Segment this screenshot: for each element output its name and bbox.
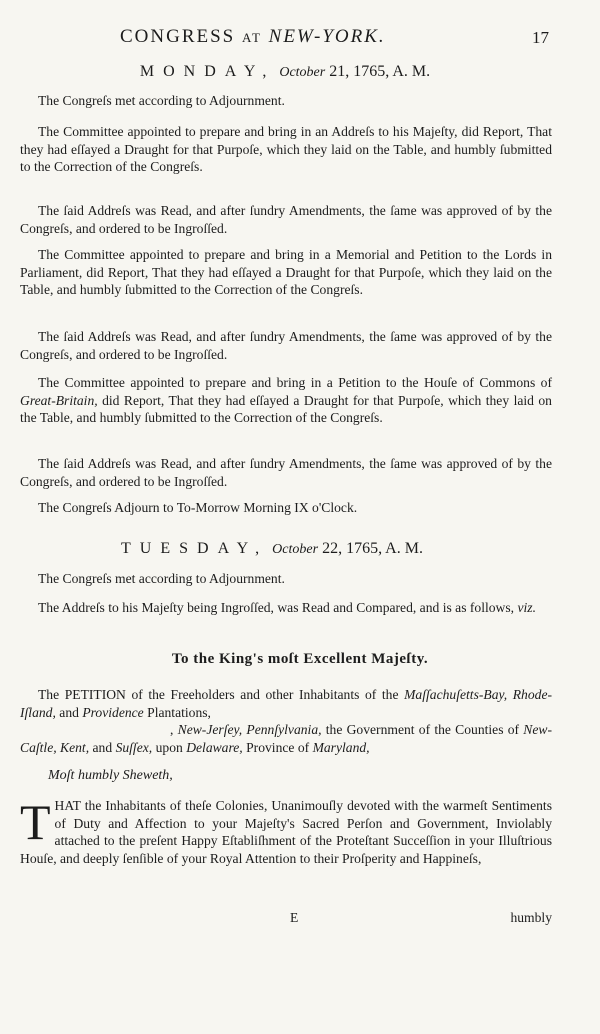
paragraph-address-ingrossed: The Addreſs to his Majeſty being Ingroſſed, was Read and Compared, and is as follows, viz. (38, 600, 536, 615)
running-head-title: CONGRESS AT NEW-YORK. (120, 26, 386, 47)
paragraph-met-tuesday: The Congreſs met according to Adjournment. (38, 571, 285, 586)
paragraph-address-read: The ſaid Addreſs was Read, and after ſundry Amendments, the ſame was approved of by the Congreſs, and ordered to be Ingroſſed. (20, 203, 552, 236)
salutation: Moſt humbly Sheweth, (48, 768, 173, 783)
signature-mark: E (290, 910, 299, 925)
catchword: humbly (510, 910, 552, 925)
dateline-monday: MONDAY, October 21, 1765, A. M. (139, 63, 431, 80)
paragraph-committee-commons: The Committee appointed to prepare and bring in a Petition to the Houſe of Commons of Great-Britain, did Report, That they had eſſayed a Draught for that Purpoſe, which they laid on the Table, and humbly ſubmitted to the Correction of the Congreſs. (20, 375, 552, 425)
paragraph-committee-address: The Committee appointed to prepare and bring in an Addreſs to his Majeſty, did Report, That they had eſſayed a Draught for that Purpoſe, which they laid on the Table, and humbly ſubmitted to the Correction of the Congreſs. (20, 124, 552, 174)
paragraph-met: The Congreſs met according to Adjournment. (38, 93, 285, 108)
paragraph-memorial-read: The ſaid Addreſs was Read, and after ſundry Amendments, the ſame was approved of by the Congreſs, and ordered to be Ingroſſed. (20, 329, 552, 362)
paragraph-petition-title: The PETITION of the Freeholders and other Inhabitants of the Maſſachuſetts-Bay, Rhode-Iſland, and Providence Plantations, , New-Jerſey, Pennſylvania, the Government of the Counties of New-Caſtle, Kent, and Suſſex, upon Delaware, Province of Maryland, (20, 687, 553, 755)
drop-capital: T (20, 794, 51, 850)
running-head (0, 26, 600, 50)
address-heading: To the King's moſt Excellent Majeſty. (171, 651, 429, 667)
paragraph-petition-read: The ſaid Addreſs was Read, and after ſundry Amendments, the ſame was approved of by the Congreſs, and ordered to be Ingroſſed. (20, 456, 552, 489)
page-number: 17 (532, 28, 549, 47)
page-footer (20, 910, 552, 930)
paragraph-adjourn: The Congreſs Adjourn to To-Morrow Morning IX o'Clock. (38, 500, 358, 515)
dateline-tuesday: TUESDAY, October 22, 1765, A. M. (121, 540, 423, 557)
paragraph-committee-memorial: The Committee appointed to prepare and bring in a Memorial and Petition to the Lords in Parliament, did Report, That they had eſſayed a Draught for that Purpoſe, which they laid on the Table, and humbly ſubmitted to the Correction of the Congreſs. (20, 247, 552, 297)
petition-body: THAT the Inhabitants of theſe Colonies, Unanimouſly devoted with the warmeſt Sentiments of Duty and Affection to your Majeſty's Sacred Perſon and Government, Inviolably attached to the preſent Happy Eſtabliſhment of the Proteſtant Succeſſion in your Illuſtrious Houſe, and deeply ſenſible of your Royal Attention to their Proſperity and Happineſs, (20, 794, 552, 866)
